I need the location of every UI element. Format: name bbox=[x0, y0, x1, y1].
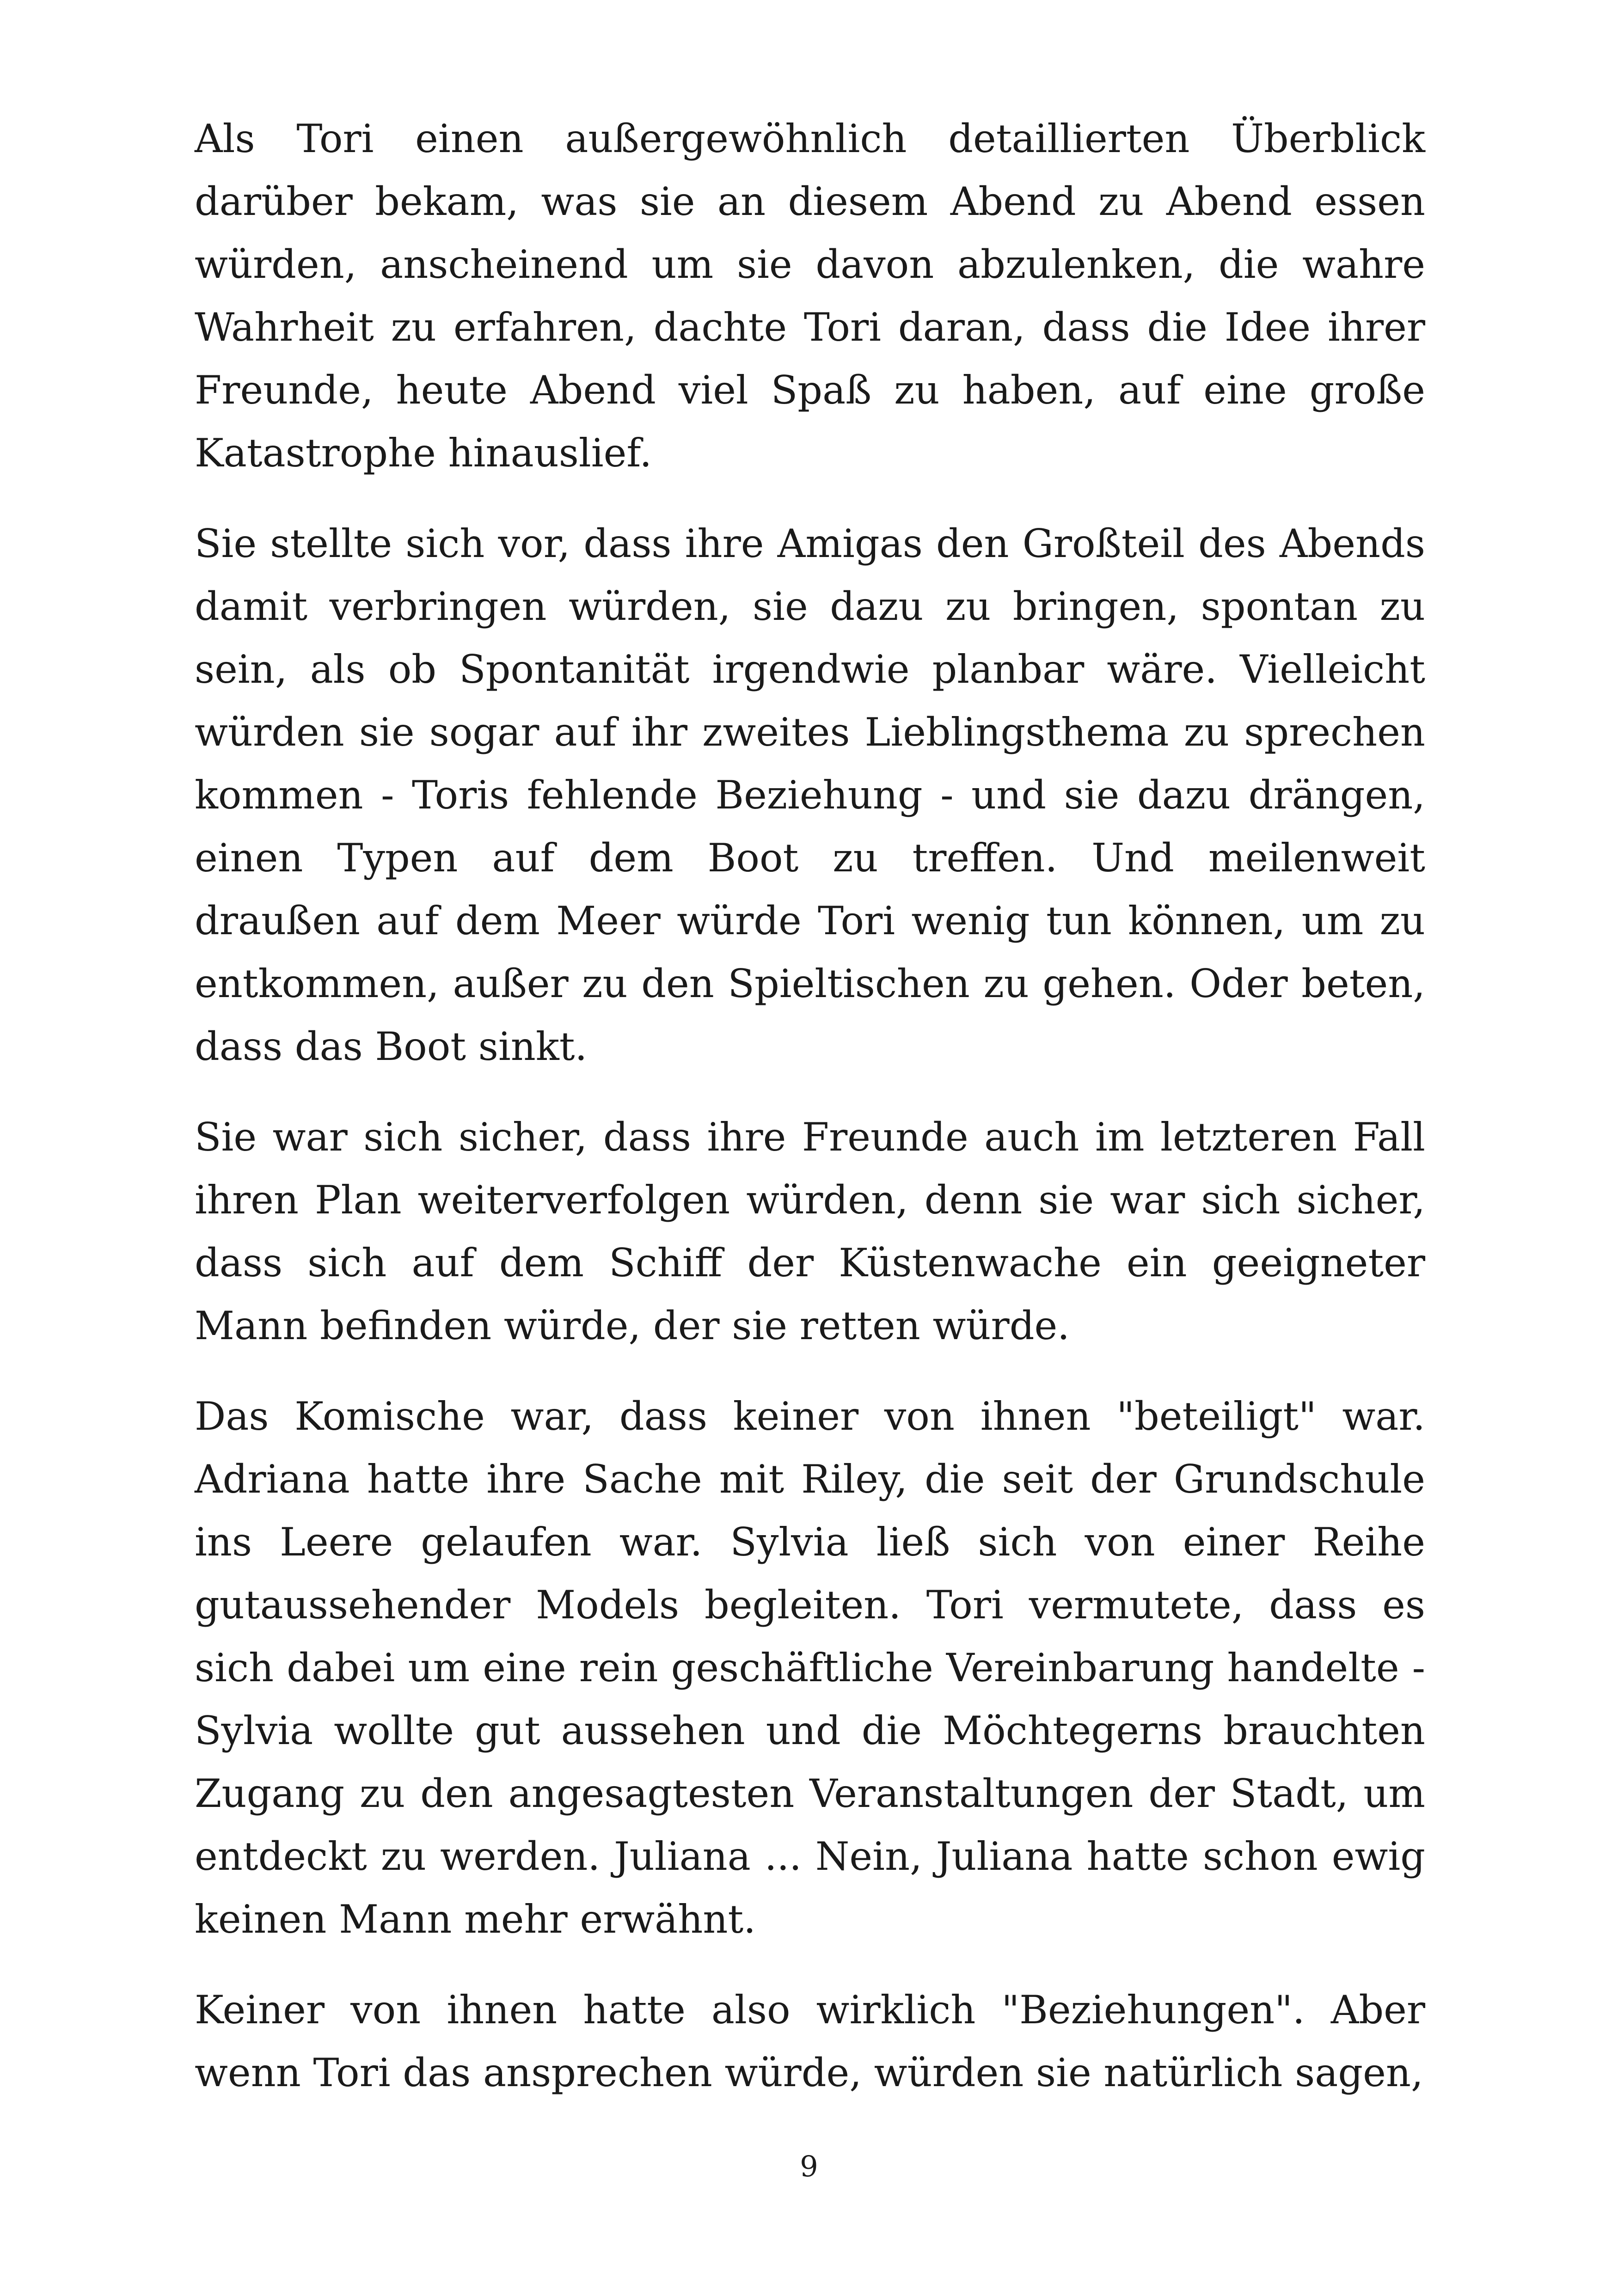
paragraph-2: Sie stellte sich vor, dass ihre Amigas den Großteil des Abends damit verbringen würden, sie dazu zu bringen, spontan zu sein, als ob Spontanität irgendwie planbar wäre. Vielleicht würden sie sogar auf ihr zweites Lieblingsthema zu sprechen kommen - Toris fehlende Beziehung - und sie dazu drängen, einen Typen auf dem Boot zu treffen. Und meilenweit draußen auf dem Meer würde Tori wenig tun können, um zu entkommen, außer zu den Spieltischen zu gehen. Oder beten, dass das Boot sinkt. bbox=[195, 521, 1425, 1069]
paragraph-1: Als Tori einen außergewöhnlich detaillierten Überblick darüber bekam, was sie an diesem Abend zu Abend essen würden, anscheinend um sie davon abzulenken, die wahre Wahrheit zu erfahren, dachte Tori daran, dass die Idee ihrer Freunde, heute Abend viel Spaß zu haben, auf eine große Katastrophe hinauslief. bbox=[195, 116, 1425, 476]
paragraph-5: Keiner von ihnen hatte also wirklich "Beziehungen". Aber wenn Tori das ansprechen würde, würden sie natürlich sagen, bbox=[195, 1987, 1425, 2095]
paragraph-3: Sie war sich sicher, dass ihre Freunde auch im letzteren Fall ihren Plan weiterverfolgen würden, denn sie war sich sicher, dass sich auf dem Schiff der Küstenwache ein geeigneter Mann befinden würde, der sie retten würde. bbox=[195, 1114, 1425, 1348]
paragraph-4: Das Komische war, dass keiner von ihnen "beteiligt" war. Adriana hatte ihre Sache mit Riley, die seit der Grundschule ins Leere gelaufen war. Sylvia ließ sich von einer Reihe gutaussehender Models begleiten. Tori vermutete, dass es sich dabei um eine rein geschäftliche Vereinbarung handelte - Sylvia wollte gut aussehen und die Möchtegerns brauchten Zugang zu den angesagtesten Veranstaltungen der Stadt, um entdeckt zu werden. Juliana ... Nein, Juliana hatte schon ewig keinen Mann mehr erwähnt. bbox=[195, 1394, 1425, 1942]
page-number: 9 bbox=[800, 2149, 818, 2183]
body-text bbox=[195, 107, 1425, 2132]
